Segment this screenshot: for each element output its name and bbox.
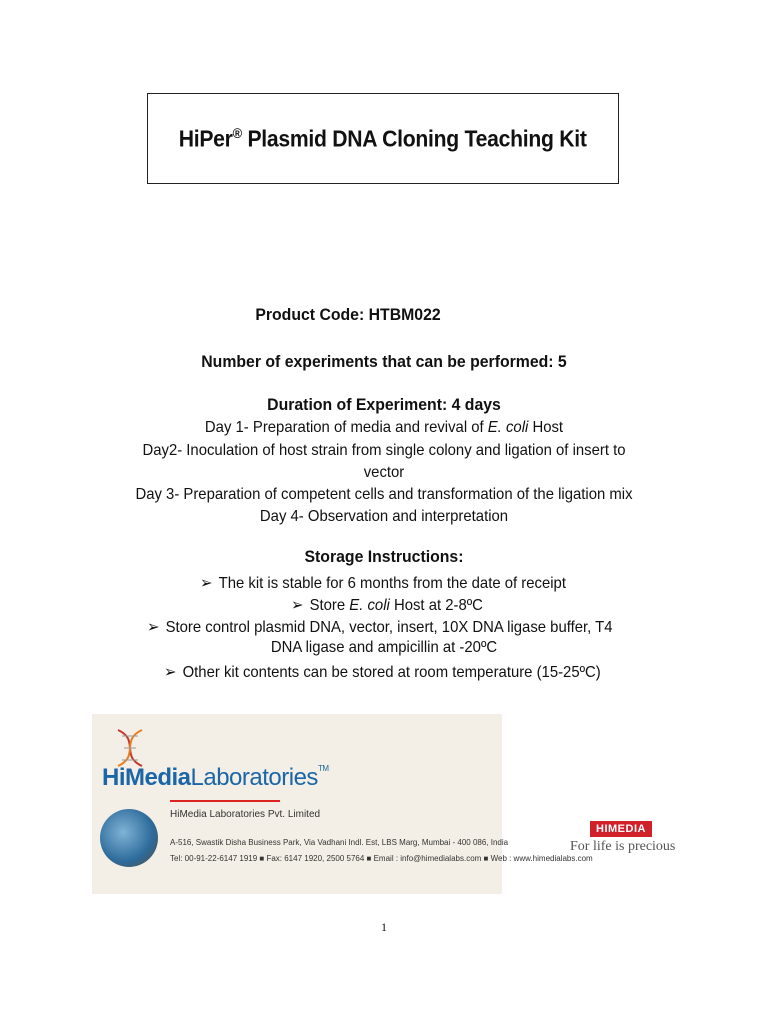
registered-mark: ® bbox=[232, 124, 243, 141]
dna-helix-icon bbox=[110, 728, 150, 768]
company-contact: Tel: 00-91-22-6147 1919 ■ Fax: 6147 1920, 2500 5764 ■ Email : info@himedialabs.com ■ Web : www.himedialabs.com bbox=[170, 854, 593, 863]
day4-line: Day 4- Observation and interpretation bbox=[259, 508, 509, 525]
storage-bullet-3-cont: DNA ligase and ampicillin at -20ºC bbox=[270, 639, 498, 656]
storage-bullet-2 bbox=[291, 595, 483, 615]
day2-line-cont: vector bbox=[363, 464, 405, 481]
document-title bbox=[179, 125, 587, 153]
arrow-bullet-icon: ➢ bbox=[200, 575, 213, 592]
red-divider bbox=[170, 800, 280, 802]
title-text: HiPer bbox=[179, 125, 233, 152]
bullet-text: The kit is stable for 6 months from the date of receipt bbox=[218, 575, 566, 592]
arrow-bullet-icon: ➢ bbox=[164, 664, 177, 681]
himedia-banner bbox=[92, 714, 593, 894]
day1-text: Day 1- Preparation of media and revival of bbox=[204, 419, 488, 436]
title-box bbox=[147, 93, 619, 184]
company-name: HiMedia Laboratories Pvt. Limited bbox=[170, 809, 321, 820]
bullet-text: Store control plasmid DNA, vector, insert, 10X DNA ligase buffer, T4 bbox=[165, 619, 613, 636]
bullet-text: Store bbox=[309, 597, 350, 614]
storage-heading: Storage Instructions: bbox=[304, 547, 464, 566]
page-number: 1 bbox=[381, 920, 387, 934]
globe-hand-icon bbox=[100, 809, 158, 867]
himedia-brand-logo: HIMEDIA bbox=[590, 821, 652, 837]
arrow-bullet-icon: ➢ bbox=[147, 619, 160, 636]
storage-bullet-1 bbox=[200, 573, 566, 593]
storage-bullet-4 bbox=[164, 662, 601, 682]
day1-line bbox=[27, 419, 741, 437]
duration-heading: Duration of Experiment: 4 days bbox=[267, 395, 501, 414]
logo-part-a: HiMedia bbox=[102, 764, 191, 791]
day2-line: Day2- Inoculation of host strain from single colony and ligation of insert to bbox=[142, 442, 626, 459]
trademark-mark: TM bbox=[317, 764, 329, 773]
logo-part-b: Laboratories bbox=[190, 764, 318, 791]
day1-italic: E. coli bbox=[487, 419, 529, 436]
bullet-text-post: Host at 2-8ºC bbox=[389, 597, 483, 614]
title-text-rest: Plasmid DNA Cloning Teaching Kit bbox=[242, 125, 587, 152]
brand-tagline: For life is precious bbox=[570, 839, 676, 854]
day1-text-post: Host bbox=[528, 419, 564, 436]
bullet-italic: E. coli bbox=[349, 597, 390, 614]
company-address: A-516, Swastik Disha Business Park, Via Vadhani Indl. Est, LBS Marg, Mumbai - 400 086, India bbox=[170, 838, 509, 847]
arrow-bullet-icon: ➢ bbox=[291, 597, 304, 614]
storage-bullet-3 bbox=[147, 617, 612, 637]
day3-line: Day 3- Preparation of competent cells and transformation of the ligation mix bbox=[135, 486, 633, 503]
bullet-text: Other kit contents can be stored at room temperature (15-25ºC) bbox=[182, 664, 601, 681]
himedia-laboratories-logo bbox=[102, 764, 329, 792]
experiments-count: Number of experiments that can be performed: 5 bbox=[201, 352, 567, 371]
product-code: Product Code: HTBM022 bbox=[255, 305, 441, 324]
